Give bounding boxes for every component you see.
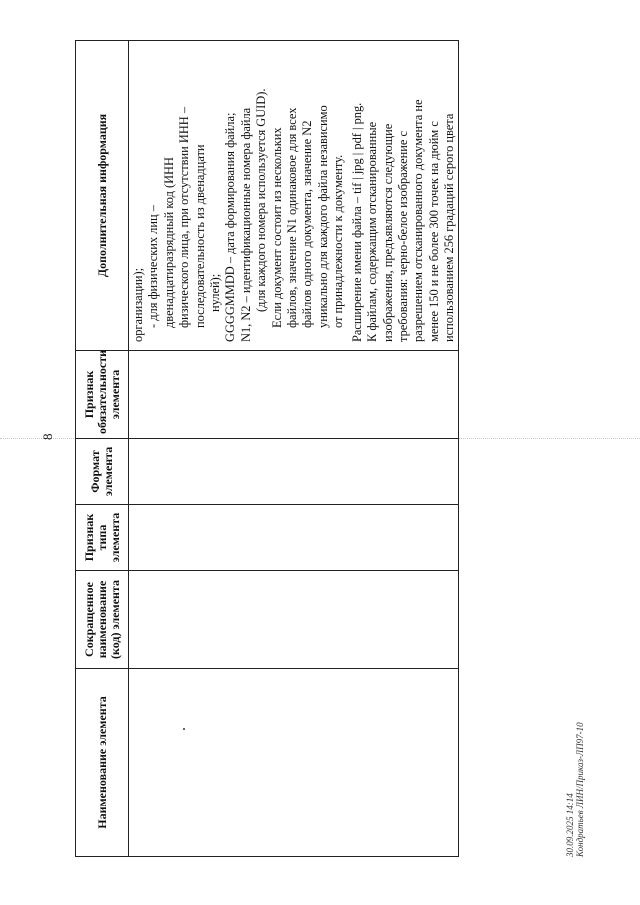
info-line: - для физических лиц –: [146, 205, 161, 328]
info-line: организации);: [131, 267, 145, 342]
info-line: последовательность из двенадцати: [192, 144, 207, 328]
info-line: К файлам, содержащим отсканированные: [365, 121, 380, 342]
cell-additional-info: [129, 41, 459, 351]
cell-element-name: [129, 669, 459, 857]
info-line: использованием 256 градаций серого цвета: [442, 113, 457, 342]
header-element-name: Наименование элемента: [76, 669, 129, 857]
info-line: (для каждого номера используется GUID).: [254, 88, 269, 312]
cell-element-type: [129, 505, 459, 571]
info-line: файлов, значение N1 одинаковое для всех: [285, 107, 300, 328]
info-line: разрешением отсканированного документа не: [411, 99, 426, 342]
info-line: от принадлежности к документу.: [331, 154, 346, 328]
cell-element-required: [129, 351, 459, 439]
footer-stamp: [565, 722, 585, 857]
footer-reference: Кондратьев ЛИН/Приказ-ЛП97-10: [575, 722, 585, 857]
element-description-table: [75, 40, 459, 857]
header-element-format: Формат элемента: [76, 439, 129, 505]
info-line: требования: черно-белое изображение с: [395, 131, 410, 342]
cell-element-format: [129, 439, 459, 505]
info-line: нулей);: [208, 273, 223, 312]
info-line: изображения, предъявляются следующие: [380, 123, 395, 342]
info-line: менее 150 и не более 300 точек на дюйм с: [426, 121, 441, 342]
info-line: уникально для каждого файла независимо: [315, 105, 330, 328]
info-line: двенадцатиразрядный код (ИНН: [161, 157, 176, 328]
cell-element-code: [129, 571, 459, 669]
info-line: GGGGMMDD – дата формирования файла;: [223, 112, 238, 342]
table-row: [129, 41, 459, 857]
info-line: физического лица, при отсутствии ИНН –: [177, 106, 192, 328]
info-line: Расширение имени файла – tif | jpg | pdf | png.: [349, 102, 364, 342]
info-line: файлов одного документа, значение N2: [300, 120, 315, 328]
header-element-type: Признак типа элемента: [76, 505, 129, 571]
stray-dot-mark: [183, 728, 185, 730]
header-element-code: Сокращенное наименование (код) элемента: [76, 571, 129, 669]
header-additional-info: Дополнительная информация: [76, 41, 129, 351]
header-element-required: Признак обязательности элемента: [76, 351, 129, 439]
table-header-row: [76, 41, 129, 857]
info-line: N1, N2 – идентификационные номера файла: [238, 107, 253, 342]
info-line: Если документ состоит из нескольких: [269, 127, 284, 328]
footer-timestamp: 30.09.2025 14:14: [565, 793, 575, 857]
page-number: 8: [40, 433, 55, 440]
